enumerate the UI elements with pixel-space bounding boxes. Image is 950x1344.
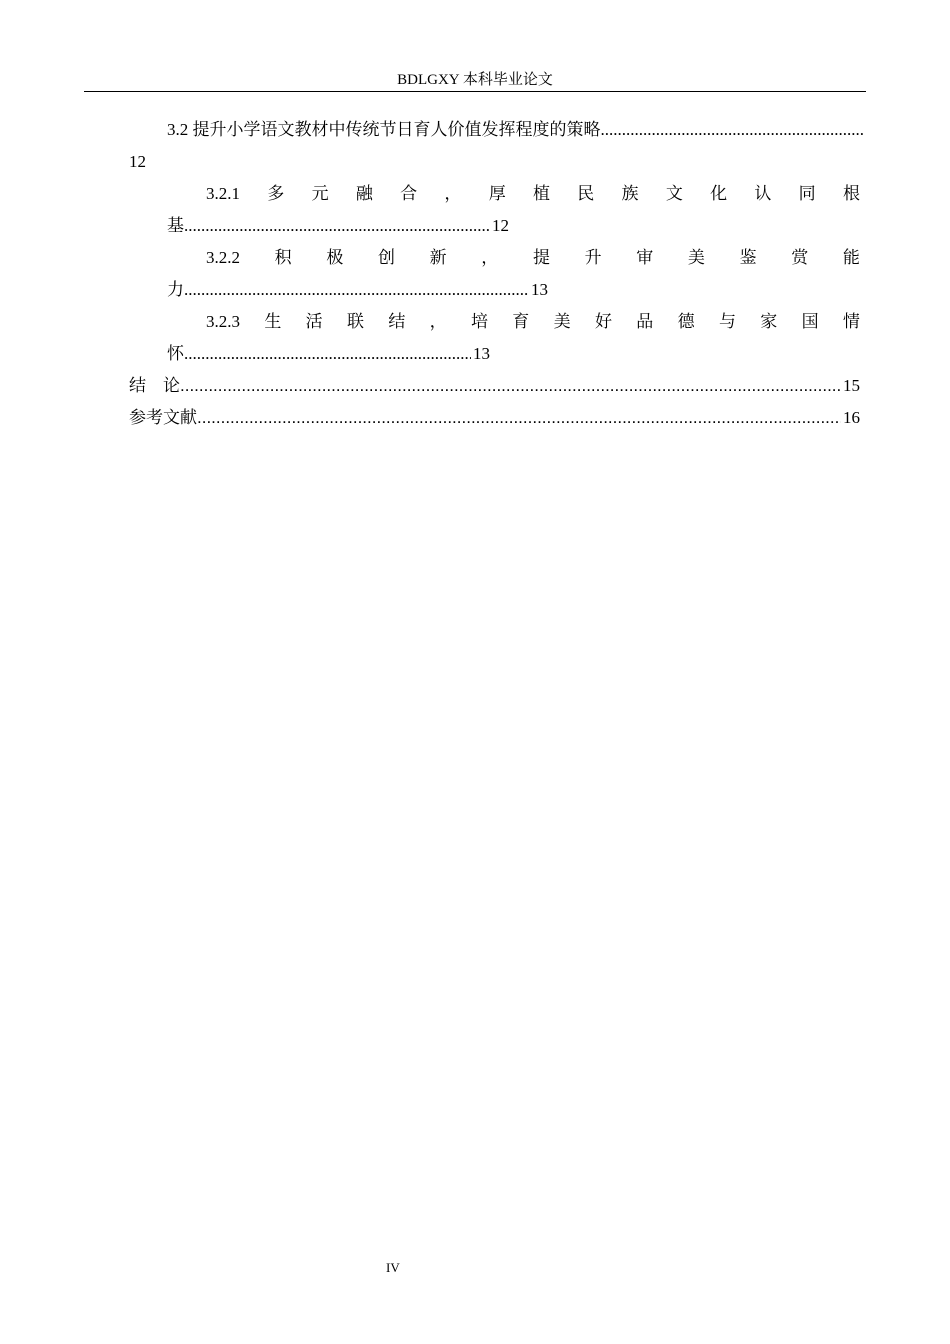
toc-entry-references[interactable] (129, 402, 860, 434)
toc-entry-3-2[interactable] (167, 114, 865, 146)
toc-entry-number: 3.2.3 (206, 312, 240, 331)
header-title: BDLGXY 本科毕业论文 (397, 72, 553, 88)
toc-leader-dots (184, 274, 529, 306)
toc-entry-label: 3.2 提升小学语文教材中传统节日育人价值发挥程度的策略 (167, 120, 601, 139)
toc-entry-page-number: 15 (843, 376, 860, 395)
toc-entry-continuation: 怀 ..... 13 (167, 338, 490, 370)
toc-entry-number: 3.2.2 (206, 248, 240, 267)
toc-leader-dots (601, 114, 866, 146)
toc-entry-conclusion[interactable] (129, 370, 860, 402)
toc-leader-dots (180, 370, 841, 402)
toc-entry-label: 参考文献 (129, 408, 197, 427)
header-divider (84, 91, 866, 92)
toc-entry-continuation: 基 ..... 12 (167, 210, 509, 242)
toc-leader-dots (197, 402, 841, 434)
toc-leader-dots (184, 338, 471, 370)
toc-entry-page-number: 12 (129, 152, 146, 171)
toc-entry-label: 结 论 (129, 376, 180, 395)
toc-entry-3-2-3[interactable]: 3.2.3 生 活 联 结 ， 培 育 美 好 品 德 与 家 国 情 (206, 306, 860, 338)
toc-entry-number: 3.2.1 (206, 184, 240, 203)
toc-entry-page-number: 16 (843, 408, 860, 427)
toc-leader-dots (184, 210, 490, 242)
toc-entry-3-2-1[interactable]: 3.2.1 多 元 融 合 ， 厚 植 民 族 文 化 认 同 根 (206, 178, 860, 210)
toc-entry-continuation: 力 ..... 13 (167, 274, 548, 306)
footer-page-number: IV (386, 1260, 400, 1275)
toc-entry-3-2-2[interactable]: 3.2.2 积 极 创 新 ， 提 升 审 美 鉴 赏 能 (206, 242, 860, 274)
